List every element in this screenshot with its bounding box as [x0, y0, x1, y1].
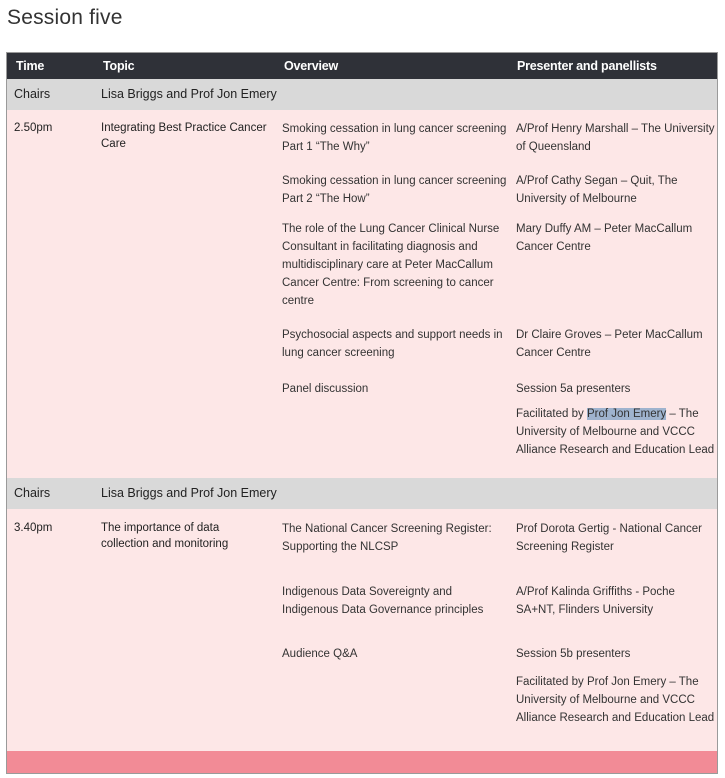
facilitated-suffix: – The University of Melbourne and VCCC Alliance Research and Education Lead [516, 408, 715, 456]
presenter-cell: Prof Dorota Gertig - National Cancer Screening Register [516, 523, 702, 553]
chairs-label: Chairs [14, 486, 51, 500]
chairs-row [7, 478, 717, 509]
overview-cell: Smoking cessation in lung cancer screening Part 2 “The How” [282, 175, 507, 205]
presenter-cell: A/Prof Kalinda Griffiths - Poche SA+NT, Flinders University [516, 586, 675, 616]
overview-cell: Smoking cessation in lung cancer screening Part 1 “The Why” [282, 123, 507, 153]
selected-text[interactable]: Prof Jon Emery [586, 408, 667, 420]
presenter-cell: Mary Duffy AM – Peter MacCallum Cancer Centre [516, 223, 693, 253]
chairs-row [7, 79, 717, 110]
presenter-cell: Dr Claire Groves – Peter MacCallum Cancer Centre [516, 329, 703, 359]
facilitator-cell [516, 405, 716, 459]
session-table [6, 52, 718, 774]
presenter-cell: Session 5a presenters [516, 383, 631, 395]
overview-cell: The National Cancer Screening Register: Supporting the NLCSP [282, 523, 492, 553]
footer-bar [7, 751, 717, 773]
presenter-cell: A/Prof Henry Marshall – The University of Queensland [516, 123, 715, 153]
page-title: Session five [7, 6, 123, 29]
time-cell: 2.50pm [14, 122, 53, 134]
chairs-label: Chairs [14, 87, 51, 101]
overview-cell: Psychosocial aspects and support needs in lung cancer screening [282, 329, 503, 359]
header-time: Time [16, 59, 45, 73]
chairs-names: Lisa Briggs and Prof Jon Emery [101, 87, 277, 101]
header-presenter: Presenter and panellists [517, 59, 657, 73]
chairs-names: Lisa Briggs and Prof Jon Emery [101, 486, 277, 500]
header-overview: Overview [284, 59, 338, 73]
table-header [7, 53, 717, 79]
header-topic: Topic [103, 59, 135, 73]
facilitator-cell: Facilitated by Prof Jon Emery – The University of Melbourne and VCCC Alliance Research and Education Lead [516, 676, 715, 724]
presenter-cell: A/Prof Cathy Segan – Quit, The University of Melbourne [516, 175, 678, 205]
overview-cell: Panel discussion [282, 383, 369, 395]
overview-cell: Audience Q&A [282, 648, 358, 660]
presenter-cell: Session 5b presenters [516, 648, 631, 660]
overview-cell: Indigenous Data Sovereignty and Indigenous Data Governance principles [282, 586, 484, 616]
time-cell: 3.40pm [14, 522, 53, 534]
topic-cell: The importance of data collection and monitoring [101, 522, 229, 550]
topic-cell: Integrating Best Practice Cancer Care [101, 122, 267, 150]
overview-cell: The role of the Lung Cancer Clinical Nurse Consultant in facilitating diagnosis and multidisciplinary care at Peter MacCallum Cancer Centre: From screening to cancer centre [282, 223, 500, 307]
facilitated-prefix: Facilitated by [516, 408, 587, 420]
